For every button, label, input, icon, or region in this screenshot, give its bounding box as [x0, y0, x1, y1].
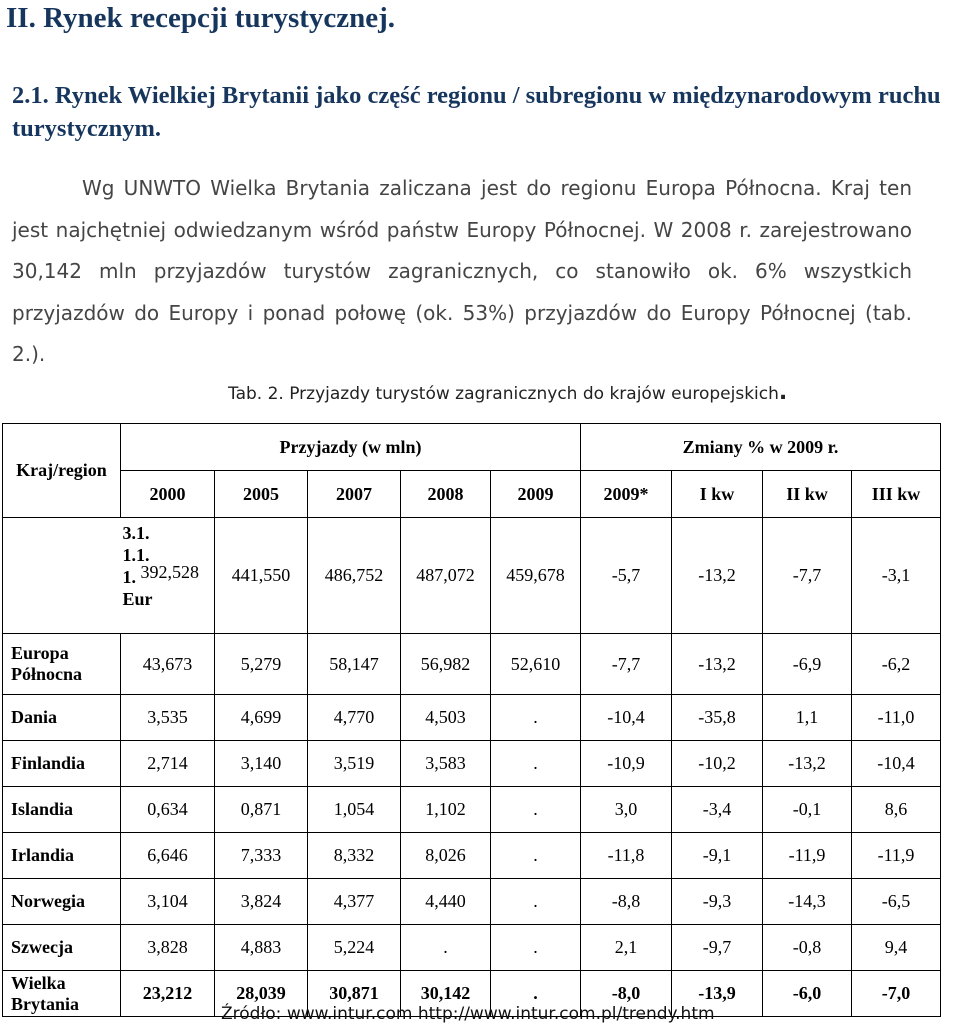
- table-cell: -11,9: [763, 833, 852, 879]
- table-row: [3, 833, 941, 879]
- table-caption-text: Tab. 2. Przyjazdy turystów zagranicznych do krajów europejskich: [228, 384, 779, 404]
- change-header: 2009*: [581, 471, 672, 518]
- row-label: Irlandia: [3, 833, 121, 879]
- data-rows: [3, 634, 941, 1017]
- year-header: 2007: [308, 471, 401, 518]
- table-cell: -13,2: [672, 518, 763, 634]
- year-header: 2009: [491, 471, 581, 518]
- table-cell: .: [491, 741, 581, 787]
- table-cell: 3,824: [215, 879, 308, 925]
- table-cell: 4,377: [308, 879, 401, 925]
- table-cell: 4,440: [401, 879, 491, 925]
- table-cell: -8,0: [581, 971, 672, 1017]
- table-cell: 28,039: [215, 971, 308, 1017]
- table-cell: 58,147: [308, 634, 401, 695]
- arrivals-header: Przyjazdy (w mln): [121, 424, 581, 471]
- table-row: [3, 634, 941, 695]
- table-cell: 6,646: [121, 833, 215, 879]
- row-label: Europa Północna: [3, 634, 121, 695]
- table-cell: 1,054: [308, 787, 401, 833]
- table-cell: 3,583: [401, 741, 491, 787]
- body-paragraph: Wg UNWTO Wielka Brytania zaliczana jest do regionu Europa Północna. Kraj ten jest najchętniej odwiedzanym wśród państw Europy Północnej. W 2008 r. zarejestrowano 30,142 mln przyjazdów turystów zagranicznych, co stanowiło ok. 6% wszystkich przyjazdów do Europy i ponad połowę (ok. 53%) przyjazdów do Europy Północnej (tab. 2.).: [12, 176, 912, 366]
- row-label: Dania: [3, 695, 121, 741]
- table-cell: -10,4: [581, 695, 672, 741]
- table-row: [3, 695, 941, 741]
- year-header: 2008: [401, 471, 491, 518]
- table-cell: 43,673: [121, 634, 215, 695]
- europe-row-first-cell: [121, 518, 215, 634]
- table-cell: -10,4: [852, 741, 941, 787]
- table-cell: 4,770: [308, 695, 401, 741]
- europe-code-line: 1.1.: [122, 545, 150, 565]
- table-cell: -8,8: [581, 879, 672, 925]
- table-cell: 56,982: [401, 634, 491, 695]
- table-cell: 8,332: [308, 833, 401, 879]
- table-cell: -13,2: [672, 634, 763, 695]
- table-cell: 8,026: [401, 833, 491, 879]
- change-header: III kw: [852, 471, 941, 518]
- table-cell: -11,0: [852, 695, 941, 741]
- table-cell: 487,072: [401, 518, 491, 634]
- table-cell: .: [491, 879, 581, 925]
- table-cell: 441,550: [215, 518, 308, 634]
- table-row: [3, 879, 941, 925]
- table-cell: 23,212: [121, 971, 215, 1017]
- year-header: 2005: [215, 471, 308, 518]
- table-cell: .: [491, 971, 581, 1017]
- table-cell: .: [491, 695, 581, 741]
- row-label: Finlandia: [3, 741, 121, 787]
- table-cell: -5,7: [581, 518, 672, 634]
- europe-row: [3, 518, 941, 634]
- table-cell: 3,0: [581, 787, 672, 833]
- table-cell: 52,610: [491, 634, 581, 695]
- year-header: 2000: [121, 471, 215, 518]
- table-cell: 3,140: [215, 741, 308, 787]
- row-label: Wielka Brytania: [3, 971, 121, 1017]
- header-row-years: [3, 471, 941, 518]
- table-row: [3, 787, 941, 833]
- europe-code-line: 3.1.: [122, 523, 150, 543]
- table-cell: -13,9: [672, 971, 763, 1017]
- table-cell: -6,2: [852, 634, 941, 695]
- changes-header: Zmiany % w 2009 r.: [581, 424, 941, 471]
- table-cell: -3,4: [672, 787, 763, 833]
- table-cell: 8,6: [852, 787, 941, 833]
- table-cell: 0,634: [121, 787, 215, 833]
- table-cell: 1,1: [763, 695, 852, 741]
- table-cell: -7,0: [852, 971, 941, 1017]
- table-cell: -9,7: [672, 925, 763, 971]
- table-cell: 2,714: [121, 741, 215, 787]
- table-cell: -14,3: [763, 879, 852, 925]
- table-cell: -6,5: [852, 879, 941, 925]
- row-label: Islandia: [3, 787, 121, 833]
- table-cell: 3,519: [308, 741, 401, 787]
- table-row: [3, 741, 941, 787]
- table-row: [3, 925, 941, 971]
- table-cell: .: [491, 787, 581, 833]
- europe-row-blank: [3, 518, 121, 634]
- table-cell: 0,871: [215, 787, 308, 833]
- region-header: Kraj/region: [3, 424, 121, 518]
- table-cell: 2,1: [581, 925, 672, 971]
- section-heading: II. Rynek recepcji turystycznej.: [6, 2, 396, 34]
- table-cell: .: [491, 925, 581, 971]
- change-header: I kw: [672, 471, 763, 518]
- table-cell: 4,699: [215, 695, 308, 741]
- table-cell: 5,279: [215, 634, 308, 695]
- table-cell: -13,2: [763, 741, 852, 787]
- table-cell: 459,678: [491, 518, 581, 634]
- table-cell: 1,102: [401, 787, 491, 833]
- table-cell: -7,7: [763, 518, 852, 634]
- table-cell: -11,9: [852, 833, 941, 879]
- table-cell: 30,142: [401, 971, 491, 1017]
- change-header: II kw: [763, 471, 852, 518]
- table-cell: -35,8: [672, 695, 763, 741]
- arrivals-table: [2, 423, 941, 1017]
- table-cell: 486,752: [308, 518, 401, 634]
- row-label: Szwecja: [3, 925, 121, 971]
- table-cell: -7,7: [581, 634, 672, 695]
- table-cell: 4,883: [215, 925, 308, 971]
- table-cell: -10,9: [581, 741, 672, 787]
- table-cell: -6,0: [763, 971, 852, 1017]
- europe-code-line: Eur: [122, 589, 153, 609]
- table-cell: 9,4: [852, 925, 941, 971]
- table-cell: -6,9: [763, 634, 852, 695]
- table-cell: 3,104: [121, 879, 215, 925]
- table-caption-dot: .: [778, 380, 788, 405]
- table-cell: 3,535: [121, 695, 215, 741]
- table-cell: 4,503: [401, 695, 491, 741]
- table-cell: 30,871: [308, 971, 401, 1017]
- table-cell: 392,528: [140, 562, 199, 582]
- table-cell: .: [491, 833, 581, 879]
- table-caption: [228, 380, 787, 405]
- header-row-top: [3, 424, 941, 471]
- table-cell: -3,1: [852, 518, 941, 634]
- europe-code-line: 1.: [122, 567, 136, 587]
- table-cell: -11,8: [581, 833, 672, 879]
- table-cell: 7,333: [215, 833, 308, 879]
- source-note: Źródło: www.intur.com http://www.intur.com.pl/trendy.htm: [221, 1004, 715, 1024]
- table-cell: 5,224: [308, 925, 401, 971]
- table-cell: .: [401, 925, 491, 971]
- table-cell: -10,2: [672, 741, 763, 787]
- table-cell: -0,1: [763, 787, 852, 833]
- table-cell: 3,828: [121, 925, 215, 971]
- row-label: Norwegia: [3, 879, 121, 925]
- table-cell: -9,1: [672, 833, 763, 879]
- subsection-heading: 2.1. Rynek Wielkiej Brytanii jako część regionu / subregionu w międzynarodowym ruchu turystycznym.: [12, 82, 941, 142]
- table-cell: -0,8: [763, 925, 852, 971]
- table-cell: -9,3: [672, 879, 763, 925]
